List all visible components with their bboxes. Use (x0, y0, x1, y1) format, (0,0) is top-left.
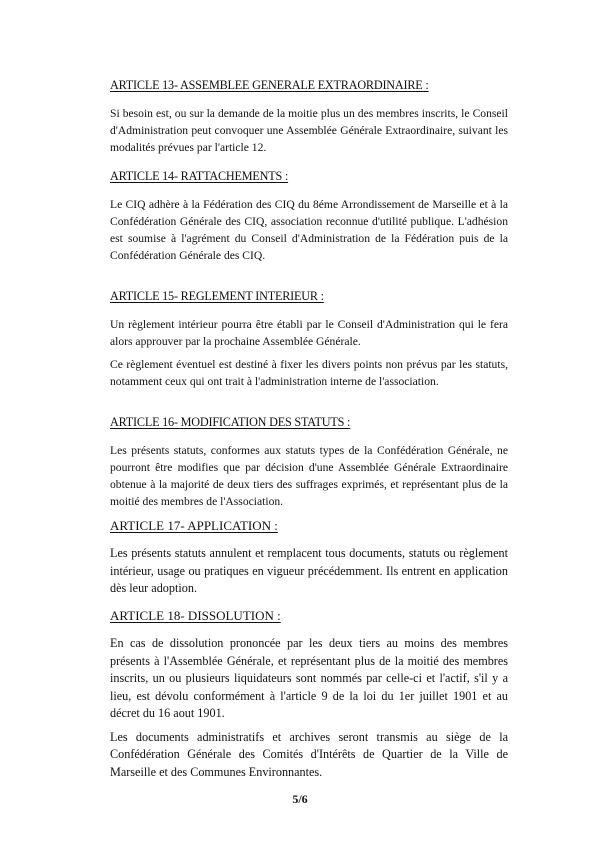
article-heading: ARTICLE 17- APPLICATION : (110, 518, 278, 533)
article-17 (110, 518, 508, 598)
article-paragraph: Si besoin est, ou sur la demande de la moitie plus un des membres inscrits, le Conseil d'Administration peut convoquer une Assemblée Générale Extraordinaire, suivant les modalités prévues par l'article 12. (110, 107, 508, 154)
article-16 (110, 415, 508, 510)
article-heading: ARTICLE 18- DISSOLUTION : (110, 608, 281, 623)
page-number: 5/6 (292, 792, 308, 806)
article-paragraph: Les documents administratifs et archives seront transmis au siège de la Confédération Générale des Comités d'Intérêts de Quartier de la Ville de Marseille et des Communes Environnantes. (110, 729, 508, 779)
article-paragraph: Le CIQ adhère à la Fédération des CIQ du 8éme Arrondissement de Marseille et à la Confédération Générale des CIQ, association reconnue d'utilité publique. L'adhésion est soumise à l'agrément du Conseil d'Administration de la Fédération puis de la Confédération Générale des CIQ. (110, 198, 508, 262)
article-paragraph: Les présents statuts annulent et remplacent tous documents, statuts ou règlement intérieur, usage ou pratiques en vigueur précédemment. Ils entrent en application dès leur adoption. (110, 546, 508, 595)
article-14 (110, 169, 508, 264)
article-paragraph: En cas de dissolution prononcée par les deux tiers au moins des membres présents à l'Assemblée Générale, et représentant plus de la moitié des membres inscrits, un ou plusieurs liquidateurs sont nommés par celle-ci et l'actif, s'il y a lieu, est dévolu conformément à l'article 9 de la loi du 1er juillet 1901 et au décret du 16 aout 1901. (110, 636, 508, 720)
article-15 (110, 289, 508, 390)
article-18 (110, 608, 508, 781)
article-13 (110, 78, 508, 156)
article-paragraph: Les présents statuts, conformes aux statuts types de la Confédération Générale, ne pourront être modifies que par décision d'une Assemblée Générale Extraordinaire obtenue à la majorité de deux tiers des suffrages exprimés, et représentant plus de la moitié des membres de l'Association. (110, 444, 508, 508)
article-heading: ARTICLE 13- ASSEMBLEE GENERALE EXTRAORDINAIRE : (110, 78, 429, 92)
article-paragraph: Un règlement intérieur pourra être établi par le Conseil d'Administration qui le fera alors approuver par la prochaine Assemblée Générale. (110, 318, 508, 348)
article-paragraph: Ce règlement éventuel est destiné à fixer les divers points non prévus par les statuts, notamment ceux qui ont trait à l'administration interne de l'association. (110, 358, 508, 388)
article-heading: ARTICLE 16- MODIFICATION DES STATUTS : (110, 415, 351, 429)
article-heading: ARTICLE 15- REGLEMENT INTERIEUR : (110, 289, 324, 303)
article-heading: ARTICLE 14- RATTACHEMENTS : (110, 169, 289, 183)
